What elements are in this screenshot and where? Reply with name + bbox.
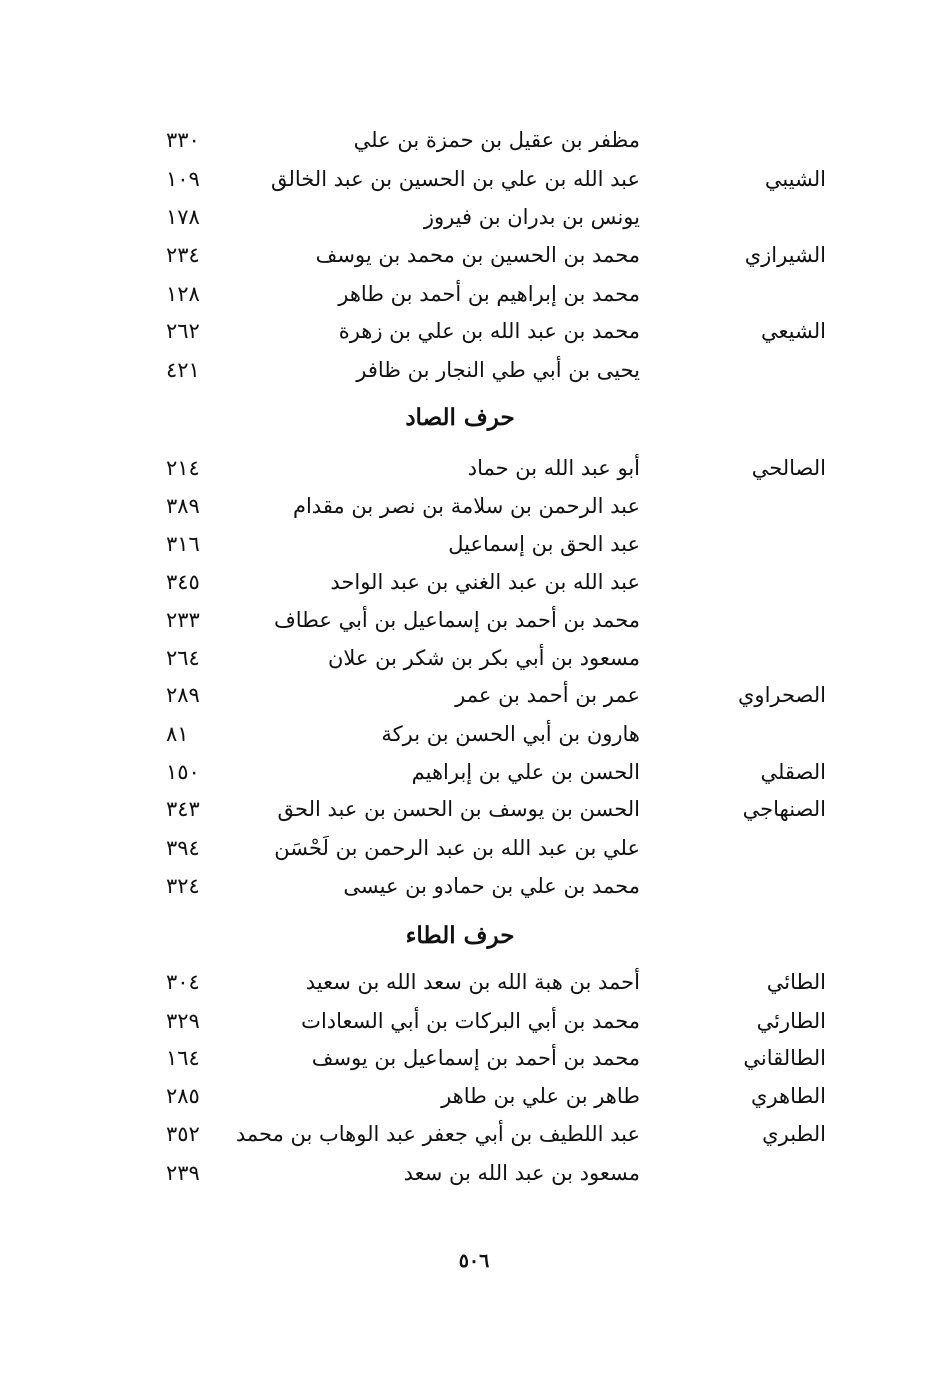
index-entry bbox=[160, 488, 840, 524]
person-name: عمر بن أحمد بن عمر bbox=[455, 683, 640, 707]
index-entry bbox=[160, 754, 840, 790]
page-reference: ٣٢٩ bbox=[166, 1009, 200, 1033]
section-heading-ta: حرف الطاء bbox=[405, 922, 515, 949]
index-entry bbox=[160, 237, 840, 273]
page-reference: ٢٨٩ bbox=[166, 683, 200, 707]
person-name: يحيى بن أبي طي النجار بن ظافر bbox=[356, 358, 640, 382]
page-number: ٥٠٦ bbox=[458, 1250, 490, 1272]
person-name: هارون بن أبي الحسن بن بركة bbox=[381, 722, 640, 746]
page-reference: ١٦٤ bbox=[166, 1046, 200, 1070]
page-reference: ١٠٩ bbox=[166, 167, 200, 191]
person-name: طاهر بن علي بن طاهر bbox=[441, 1084, 640, 1108]
person-name: محمد بن أحمد بن إسماعيل بن أبي عطاف bbox=[273, 608, 640, 632]
page-reference: ٨١ bbox=[166, 722, 189, 746]
index-entry bbox=[160, 1155, 840, 1191]
page-reference: ١٧٨ bbox=[166, 205, 200, 229]
index-entry bbox=[160, 199, 840, 235]
page-reference: ٣٣٠ bbox=[166, 128, 200, 152]
page-reference: ٢٨٥ bbox=[166, 1084, 200, 1108]
index-entry bbox=[160, 791, 840, 827]
person-name: عبد الله بن علي بن الحسين بن عبد الخالق bbox=[270, 167, 640, 191]
index-entry bbox=[160, 526, 840, 562]
page-reference: ٢٣٤ bbox=[166, 243, 200, 267]
person-name: محمد بن الحسين بن محمد بن يوسف bbox=[315, 243, 640, 267]
nisba-label: الشيعي bbox=[761, 319, 826, 343]
nisba-label: الصحراوي bbox=[738, 683, 826, 707]
nisba-label: الطاهري bbox=[751, 1084, 826, 1108]
nisba-label: الطارئي bbox=[756, 1009, 826, 1033]
nisba-label: الطبري bbox=[762, 1122, 826, 1146]
person-name: عبد الحق بن إسماعيل bbox=[448, 532, 640, 556]
page-reference: ٣١٦ bbox=[166, 532, 200, 556]
index-entry bbox=[160, 122, 840, 158]
person-name: محمد بن أحمد بن إسماعيل بن يوسف bbox=[311, 1046, 640, 1070]
page-reference: ٢٣٣ bbox=[166, 608, 200, 632]
person-name: أبو عبد الله بن حماد bbox=[467, 456, 640, 480]
person-name: محمد بن عبد الله بن علي بن زهرة bbox=[338, 319, 640, 343]
person-name: أحمد بن هبة الله بن سعد الله بن سعيد bbox=[305, 970, 640, 994]
page-reference: ٣٥٢ bbox=[166, 1122, 200, 1146]
page-reference: ٢٦٤ bbox=[166, 646, 200, 670]
nisba-label: الصالحي bbox=[751, 456, 826, 480]
index-entry bbox=[160, 313, 840, 349]
person-name: مسعود بن عبد الله بن سعد bbox=[403, 1161, 640, 1185]
page-reference: ٣٤٣ bbox=[166, 797, 200, 821]
person-name: مسعود بن أبي بكر بن شكر بن علان bbox=[327, 646, 640, 670]
page-reference: ١٥٠ bbox=[166, 760, 200, 784]
index-entry bbox=[160, 964, 840, 1000]
index-entry bbox=[160, 1003, 840, 1039]
index-entry bbox=[160, 830, 840, 866]
nisba-label: الصنهاجي bbox=[742, 797, 826, 821]
nisba-label: الطائي bbox=[766, 970, 826, 994]
page-reference: ٣٢٤ bbox=[166, 874, 200, 898]
page-reference: ٣٩٤ bbox=[166, 836, 200, 860]
index-entry bbox=[160, 716, 840, 752]
person-name: عبد الرحمن بن سلامة بن نصر بن مقدام bbox=[292, 494, 640, 518]
person-name: يونس بن بدران بن فيروز bbox=[423, 205, 640, 229]
page-reference: ١٢٨ bbox=[166, 282, 200, 306]
index-entry bbox=[160, 276, 840, 312]
person-name: محمد بن أبي البركات بن أبي السعادات bbox=[301, 1009, 640, 1033]
index-entry bbox=[160, 450, 840, 486]
page-reference: ٢١٤ bbox=[166, 456, 200, 480]
page-reference: ٤٢١ bbox=[166, 358, 200, 382]
nisba-label: الصقلي bbox=[760, 760, 826, 784]
person-name: الحسن بن يوسف بن الحسن بن عبد الحق bbox=[277, 797, 640, 821]
index-entry bbox=[160, 868, 840, 904]
nisba-label: الشيبي bbox=[764, 167, 826, 191]
page-reference: ٣٤٥ bbox=[166, 570, 200, 594]
index-entry bbox=[160, 1040, 840, 1076]
index-entry bbox=[160, 564, 840, 600]
nisba-label: الطالقاني bbox=[743, 1046, 826, 1070]
index-entry bbox=[160, 602, 840, 638]
person-name: محمد بن علي بن حمادو بن عيسى bbox=[343, 874, 640, 898]
index-entry bbox=[160, 640, 840, 676]
index-entry bbox=[160, 1078, 840, 1114]
index-entry bbox=[160, 352, 840, 388]
section-heading-sad: حرف الصاد bbox=[405, 404, 515, 431]
page-reference: ٣٨٩ bbox=[166, 494, 200, 518]
person-name: الحسن بن علي بن إبراهيم bbox=[411, 760, 640, 784]
page-reference: ٢٦٢ bbox=[166, 319, 200, 343]
nisba-label: الشيرازي bbox=[744, 243, 826, 267]
person-name: عبد الله بن عبد الغني بن عبد الواحد bbox=[330, 570, 640, 594]
index-entry bbox=[160, 1116, 840, 1152]
person-name: عبد اللطيف بن أبي جعفر عبد الوهاب بن محمد bbox=[235, 1122, 640, 1146]
index-entry bbox=[160, 161, 840, 197]
index-entry bbox=[160, 677, 840, 713]
person-name: مظفر بن عقيل بن حمزة بن علي bbox=[353, 128, 640, 152]
page-reference: ٢٣٩ bbox=[166, 1161, 200, 1185]
person-name: علي بن عبد الله بن عبد الرحمن بن لَحْسَن bbox=[274, 836, 640, 860]
page-reference: ٣٠٤ bbox=[166, 970, 200, 994]
person-name: محمد بن إبراهيم بن أحمد بن طاهر bbox=[338, 282, 640, 306]
